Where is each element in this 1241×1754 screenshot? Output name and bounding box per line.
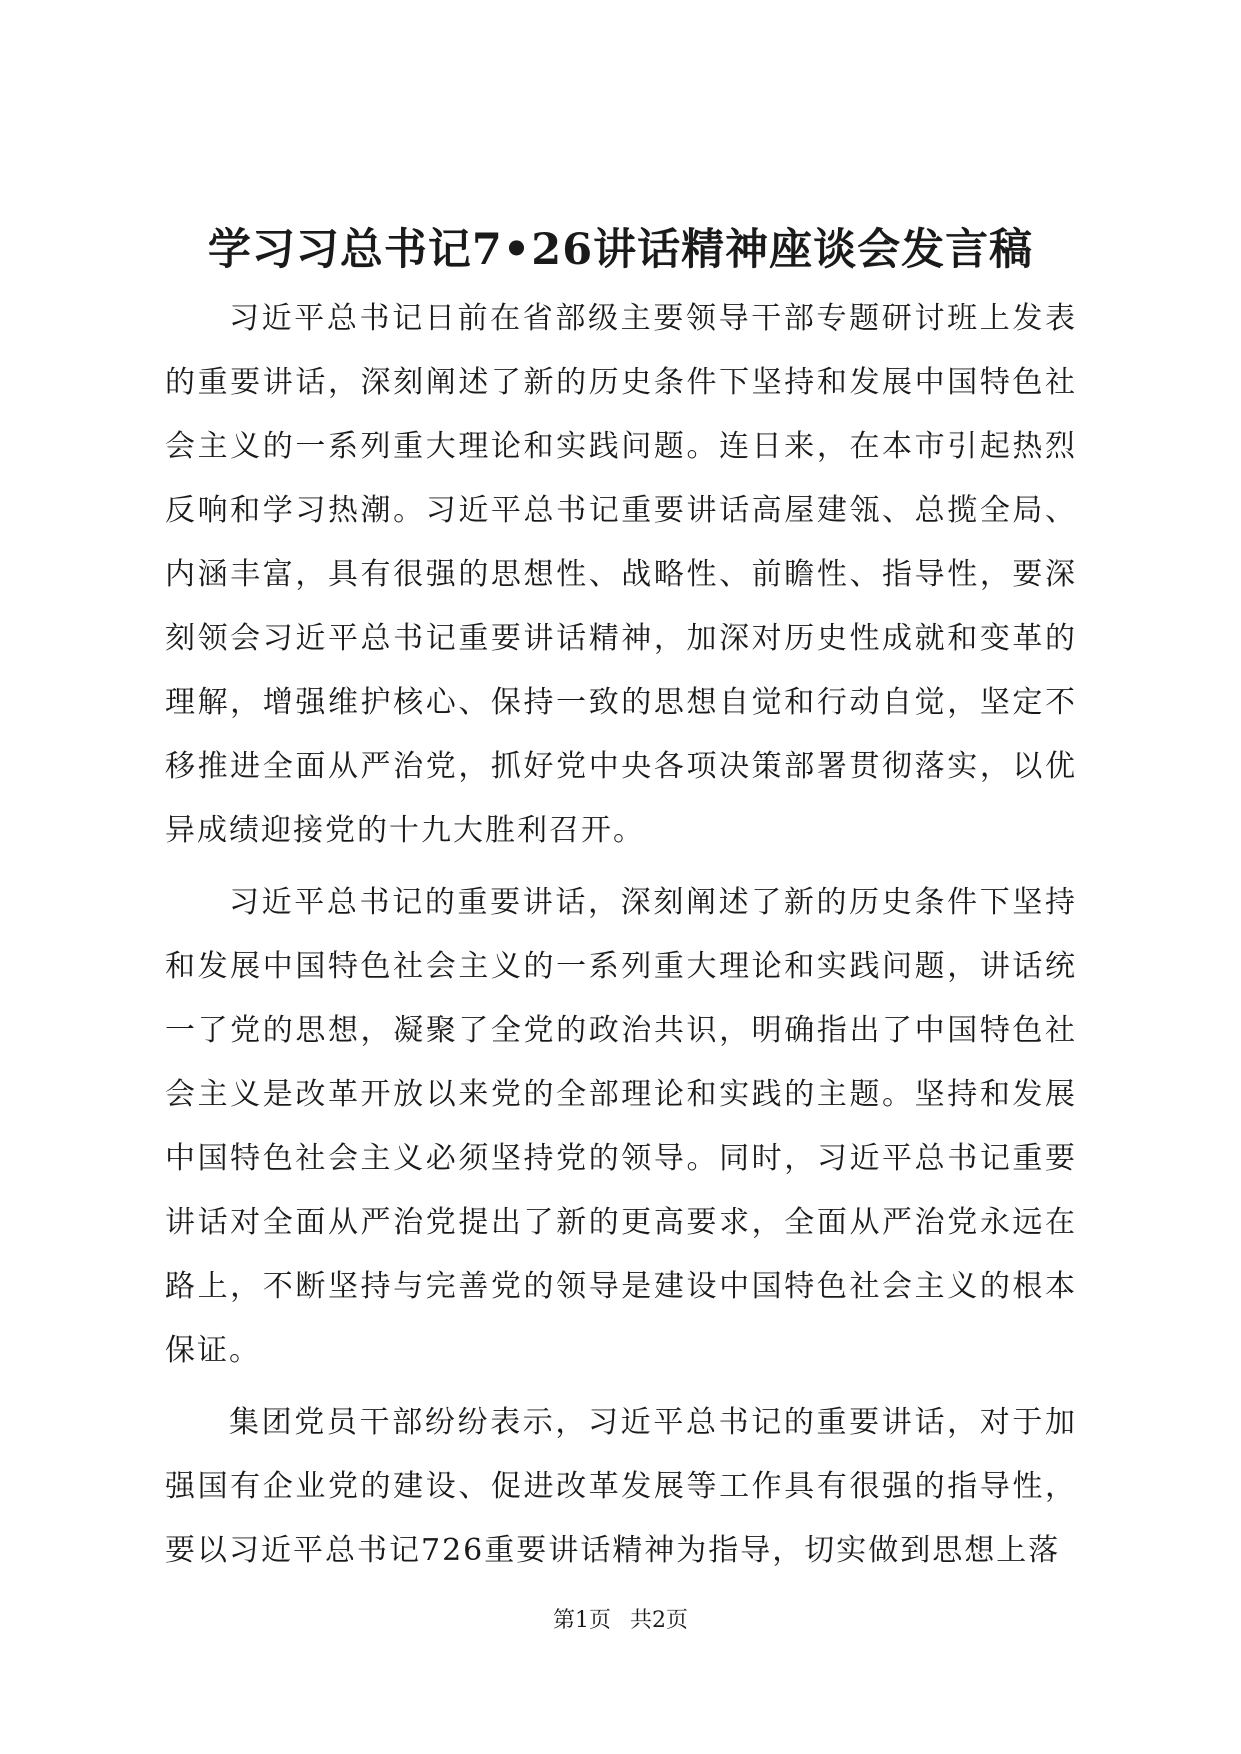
- paragraph: 习近平总书记的重要讲话，深刻阐述了新的历史条件下坚持和发展中国特色社会主义的一系列重大理论和实践问题，讲话统一了党的思想，凝聚了全党的政治共识，明确指出了中国特色社会主义是改革开放以来党的全部理论和实践的主题。坚持和发展中国特色社会主义必须坚持党的领导。同时，习近平总书记重要讲话对全面从严治党提出了新的更高要求，全面从严治党永远在路上，不断坚持与完善党的领导是建设中国特色社会主义的根本保证。: [165, 885, 1077, 1368]
- paragraph: 习近平总书记日前在省部级主要领导干部专题研讨班上发表的重要讲话，深刻阐述了新的历史条件下坚持和发展中国特色社会主义的一系列重大理论和实践问题。连日来，在本市引起热烈反响和学习热潮。习近平总书记重要讲话高屋建瓴、总揽全局、内涵丰富，具有很强的思想性、战略性、前瞻性、指导性，要深刻领会习近平总书记重要讲话精神，加深对历史性成就和变革的理解，增强维护核心、保持一致的思想自觉和行动自觉，坚定不移推进全面从严治党，抓好党中央各项决策部署贯彻落实，以优异成绩迎接党的十九大胜利召开。: [165, 301, 1077, 848]
- document-body: [165, 287, 1077, 1591]
- page-footer: [0, 1606, 1241, 1636]
- page-number: 第1页: [553, 1608, 611, 1633]
- document-title: 学习习总书记7•26讲话精神座谈会发言稿: [207, 225, 1034, 275]
- page-total: 共2页: [630, 1608, 688, 1633]
- paragraph: 集团党员干部纷纷表示，习近平总书记的重要讲话，对于加强国有企业党的建设、促进改革发展等工作具有很强的指导性，要以习近平总书记726重要讲话精神为指导，切实做到思想上落: [165, 1405, 1077, 1568]
